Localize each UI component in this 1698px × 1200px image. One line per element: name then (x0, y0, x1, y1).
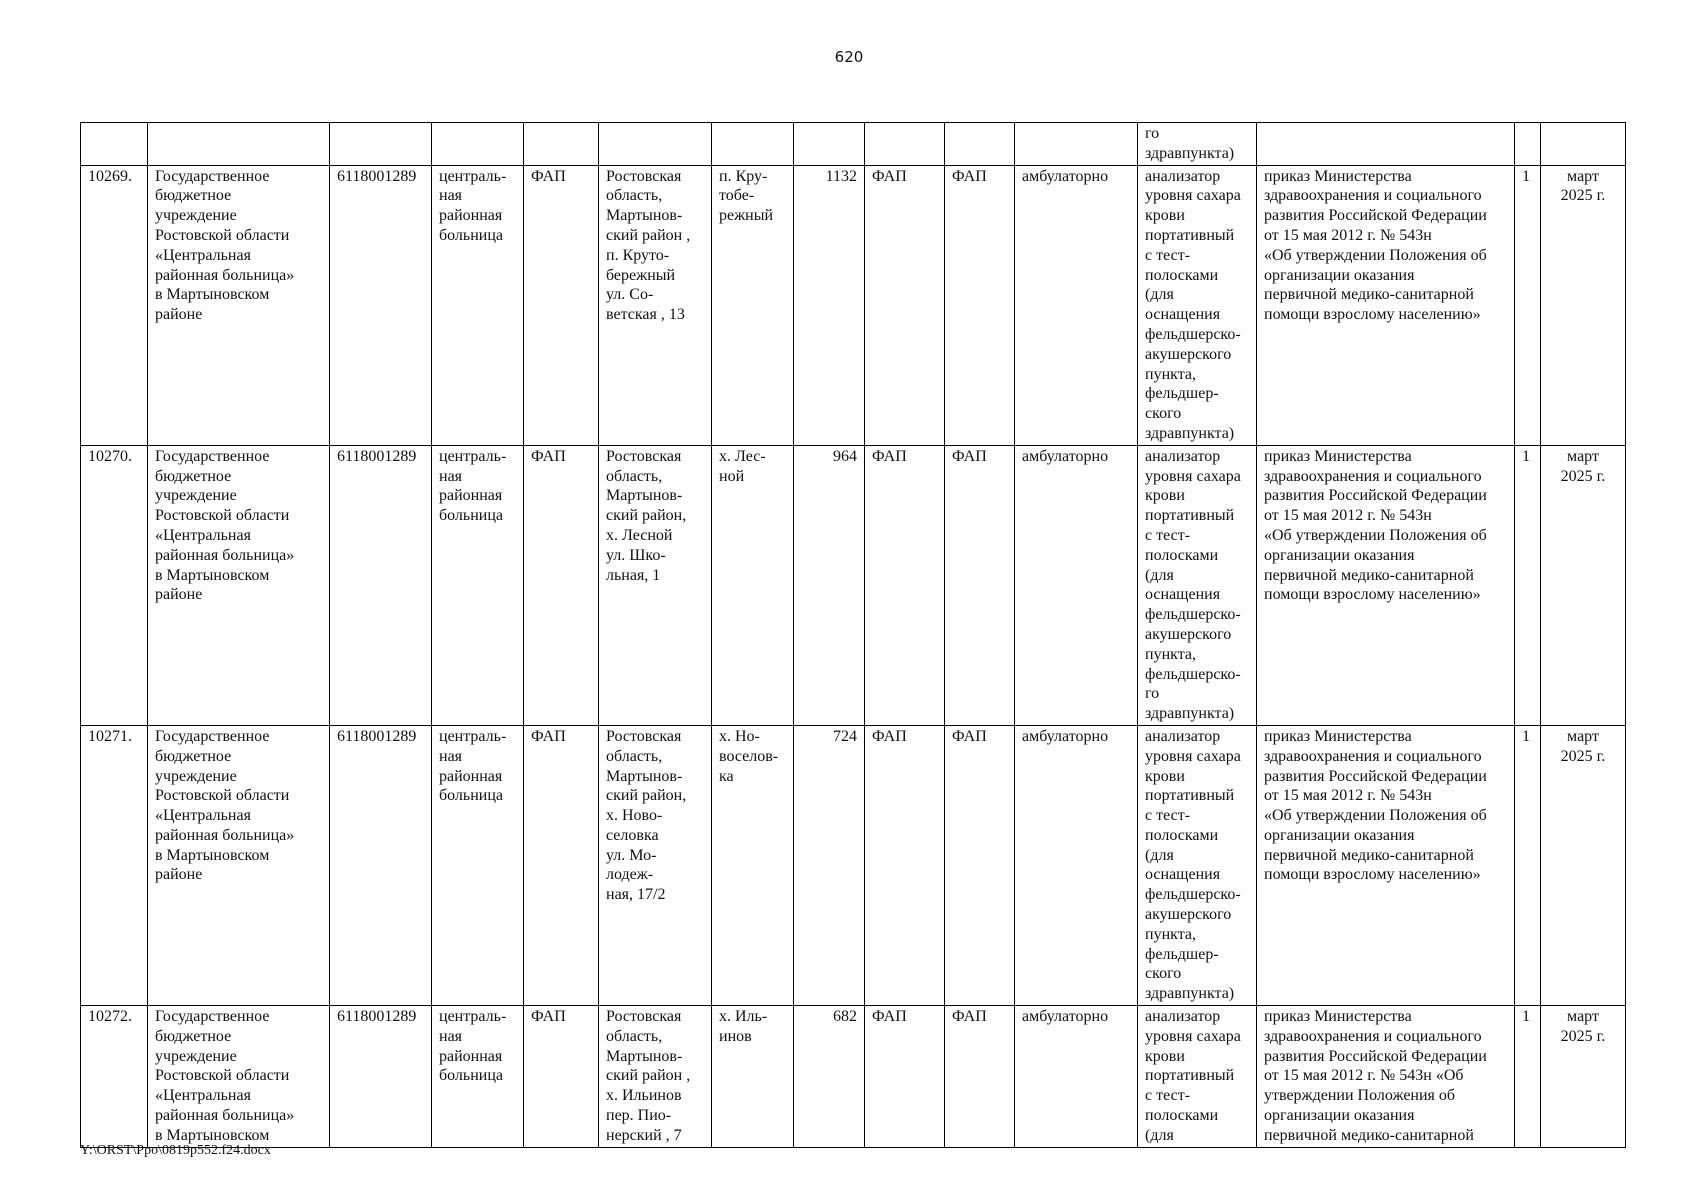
cell-inn: 6118001289 (330, 1006, 432, 1148)
cell-equipment (1138, 445, 1257, 725)
cell-population: 724 (794, 725, 865, 1005)
text-line: здравоохранения и социального (1264, 747, 1482, 765)
text-line: ветская , 13 (606, 306, 685, 324)
text-line: п. Кру- (719, 167, 768, 185)
cell-inn (330, 123, 432, 166)
text-line: пер. Пио- (606, 1107, 672, 1125)
cell-order (1257, 1006, 1515, 1148)
text-line: первичной медико-санитарной (1264, 846, 1474, 864)
text-line: полосками (1145, 546, 1219, 564)
text-line: организации оказания (1264, 546, 1415, 564)
text-line: организации оказания (1264, 1107, 1415, 1125)
text-line: больница (439, 1067, 503, 1085)
text-line: районная (439, 767, 503, 785)
text-line: районная больница» (155, 826, 295, 844)
text-line: Ростовская (606, 167, 682, 185)
text-line: районная больница» (155, 1107, 295, 1125)
text-line: акушерского (1145, 625, 1232, 643)
text-line: приказ Министерства (1264, 447, 1412, 465)
text-line: организации оказания (1264, 266, 1415, 284)
text-line: ский район, (606, 787, 687, 805)
cell-id: 10271. (81, 725, 148, 1005)
text-line: оснащения (1145, 306, 1221, 324)
text-line: Ростовской области (155, 787, 290, 805)
text-line: портативный (1145, 507, 1235, 525)
text-line: область, (606, 187, 663, 205)
text-line: 2025 г. (1560, 747, 1606, 765)
text-line: селовка (606, 826, 659, 844)
text-line: с тест- (1145, 1087, 1191, 1105)
text-line: фельдшерско- (1145, 665, 1241, 683)
text-line: х. Иль- (719, 1008, 768, 1026)
text-line: Государственное (155, 1008, 270, 1026)
cell-order (1257, 725, 1515, 1005)
text-line: централь- (439, 447, 507, 465)
cell-date (1541, 1006, 1626, 1148)
text-line: пункта, (1145, 925, 1196, 943)
text-line: ул. Мо- (606, 846, 657, 864)
text-line: х. Но- (719, 727, 760, 745)
cell-org (148, 1006, 330, 1148)
cell-equipment (1138, 725, 1257, 1005)
text-line: (для (1145, 846, 1174, 864)
text-line: от 15 мая 2012 г. № 543н (1264, 507, 1432, 525)
cell-id: 10272. (81, 1006, 148, 1148)
cell-care-form (1015, 123, 1138, 166)
text-line: фельдшер- (1145, 385, 1219, 403)
text-line: ная, 17/2 (606, 886, 666, 904)
table-row (81, 445, 1626, 725)
cell-col9: ФАП (945, 1006, 1015, 1148)
text-line: от 15 мая 2012 г. № 543н «Об (1264, 1067, 1464, 1085)
text-line: районная (439, 487, 503, 505)
cell-date (1541, 445, 1626, 725)
text-line: (для (1145, 566, 1174, 584)
text-line: «Об утверждении Положения об (1264, 807, 1487, 825)
text-line: здравоохранения и социального (1264, 1027, 1482, 1045)
cell-col9: ФАП (945, 445, 1015, 725)
text-line: ский район , (606, 226, 691, 244)
text-line: первичной медико-санитарной (1264, 286, 1474, 304)
cell-subdivision (524, 123, 599, 166)
text-line: от 15 мая 2012 г. № 543н (1264, 787, 1432, 805)
text-line: ский район, (606, 507, 687, 525)
text-line: бюджетное (155, 467, 232, 485)
table-row (81, 165, 1626, 445)
cell-address (599, 165, 712, 445)
text-line: Мартынов- (606, 1047, 683, 1065)
cell-inn: 6118001289 (330, 725, 432, 1005)
cell-type (432, 165, 524, 445)
cell-settlement (712, 123, 794, 166)
text-line: приказ Министерства (1264, 167, 1412, 185)
cell-subdivision: ФАП (524, 1006, 599, 1148)
text-line: Государственное (155, 447, 270, 465)
text-line: воселов- (719, 747, 779, 765)
cell-col9: ФАП (945, 165, 1015, 445)
text-line: здравпункта) (1145, 705, 1235, 723)
cell-subdivision: ФАП (524, 165, 599, 445)
text-line: х. Лес- (719, 447, 766, 465)
text-line: фельдшер- (1145, 945, 1219, 963)
cell-address (599, 445, 712, 725)
text-line: фельдшерско- (1145, 886, 1241, 904)
text-line: 2025 г. (1560, 467, 1606, 485)
text-line: Ростовской области (155, 1067, 290, 1085)
cell-type (432, 725, 524, 1005)
text-line: развития Российской Федерации (1264, 207, 1487, 225)
text-line: март (1567, 1008, 1599, 1026)
cell-type (432, 445, 524, 725)
cell-address (599, 123, 712, 166)
text-line: «Центральная (155, 246, 251, 264)
text-line: фельдшерско- (1145, 606, 1241, 624)
text-line: приказ Министерства (1264, 727, 1412, 745)
text-line: анализатор (1145, 727, 1221, 745)
text-line: с тест- (1145, 807, 1191, 825)
page-number: 620 (834, 48, 864, 66)
text-line: с тест- (1145, 526, 1191, 544)
text-line: режный (719, 207, 774, 225)
cell-equipment (1138, 1006, 1257, 1148)
cell-care-form: амбулаторно (1015, 445, 1138, 725)
text-line: районе (155, 866, 203, 884)
text-line: помощи взрослому населению» (1264, 586, 1481, 604)
cell-org (148, 725, 330, 1005)
text-line: первичной медико-санитарной (1264, 566, 1474, 584)
cell-col8: ФАП (865, 165, 945, 445)
cell-col8: ФАП (865, 725, 945, 1005)
text-line: ная (439, 187, 463, 205)
cell-org (148, 445, 330, 725)
cell-org (148, 165, 330, 445)
text-line: больница (439, 787, 503, 805)
text-line: районе (155, 306, 203, 324)
cell-population: 964 (794, 445, 865, 725)
text-line: утверждении Положения об (1264, 1087, 1456, 1105)
text-line: х. Ново- (606, 807, 663, 825)
cell-qty (1515, 123, 1541, 166)
text-line: «Центральная (155, 526, 251, 544)
text-line: 2025 г. (1560, 187, 1606, 205)
equipment-table (80, 122, 1626, 1148)
text-line: районная (439, 207, 503, 225)
text-line: здравпункта) (1145, 144, 1235, 162)
text-line: уровня сахара (1145, 187, 1241, 205)
table-row (81, 1006, 1626, 1148)
cell-col9 (945, 123, 1015, 166)
text-line: ского (1145, 965, 1182, 983)
text-line: от 15 мая 2012 г. № 543н (1264, 226, 1432, 244)
text-line: крови (1145, 767, 1185, 785)
text-line: районная (439, 1047, 503, 1065)
cell-address (599, 1006, 712, 1148)
text-line: пункта, (1145, 365, 1196, 383)
text-line: учреждение (155, 487, 237, 505)
text-line: полосками (1145, 266, 1219, 284)
text-line: акушерского (1145, 345, 1232, 363)
text-line: Мартынов- (606, 767, 683, 785)
text-line: п. Круто- (606, 246, 670, 264)
text-line: «Об утверждении Положения об (1264, 526, 1487, 544)
cell-qty: 1 (1515, 725, 1541, 1005)
cell-equipment (1138, 123, 1257, 166)
text-line: уровня сахара (1145, 1027, 1241, 1045)
cell-care-form: амбулаторно (1015, 165, 1138, 445)
text-line: х. Ильинов (606, 1087, 682, 1105)
cell-population: 682 (794, 1006, 865, 1148)
text-line: «Центральная (155, 1087, 251, 1105)
text-line: область, (606, 467, 663, 485)
text-line: го (1145, 685, 1160, 703)
text-line: Ростовской области (155, 507, 290, 525)
text-line: акушерского (1145, 906, 1232, 924)
text-line: помощи взрослому населению» (1264, 306, 1481, 324)
cell-order (1257, 445, 1515, 725)
cell-care-form: амбулаторно (1015, 1006, 1138, 1148)
text-line: фельдшерско- (1145, 325, 1241, 343)
cell-inn: 6118001289 (330, 165, 432, 445)
cell-date (1541, 123, 1626, 166)
text-line: (для (1145, 286, 1174, 304)
cell-settlement (712, 1006, 794, 1148)
text-line: ского (1145, 405, 1182, 423)
text-line: «Центральная (155, 807, 251, 825)
table-row-carryover (81, 123, 1626, 166)
text-line: в Мартыновском (155, 846, 270, 864)
text-line: развития Российской Федерации (1264, 1047, 1487, 1065)
text-line: Государственное (155, 167, 270, 185)
text-line: ский район , (606, 1067, 691, 1085)
text-line: ная (439, 467, 463, 485)
text-line: в Мартыновском (155, 1126, 270, 1144)
footer-file-path: Y:\ORST\Ppo\0819p552.f24.docx (80, 1143, 271, 1158)
text-line: область, (606, 1027, 663, 1045)
text-line: больница (439, 226, 503, 244)
cell-qty: 1 (1515, 445, 1541, 725)
cell-settlement (712, 445, 794, 725)
text-line: ная (439, 747, 463, 765)
text-line: март (1567, 447, 1599, 465)
text-line: март (1567, 167, 1599, 185)
text-line: здравпункта) (1145, 985, 1235, 1003)
cell-address (599, 725, 712, 1005)
text-line: уровня сахара (1145, 467, 1241, 485)
cell-id (81, 123, 148, 166)
cell-settlement (712, 725, 794, 1005)
text-line: Ростовская (606, 727, 682, 745)
text-line: учреждение (155, 207, 237, 225)
text-line: пункта, (1145, 645, 1196, 663)
text-line: анализатор (1145, 167, 1221, 185)
text-line: 2025 г. (1560, 1027, 1606, 1045)
cell-inn: 6118001289 (330, 445, 432, 725)
text-line: портативный (1145, 1067, 1235, 1085)
cell-subdivision: ФАП (524, 725, 599, 1005)
text-line: первичной медико-санитарной (1264, 1126, 1474, 1144)
text-line: портативный (1145, 226, 1235, 244)
text-line: март (1567, 727, 1599, 745)
cell-qty: 1 (1515, 1006, 1541, 1148)
text-line: больница (439, 507, 503, 525)
text-line: развития Российской Федерации (1264, 767, 1487, 785)
text-line: ул. Со- (606, 286, 654, 304)
text-line: оснащения (1145, 586, 1221, 604)
text-line: ул. Шко- (606, 546, 666, 564)
text-line: Ростовская (606, 1008, 682, 1026)
text-line: бюджетное (155, 1027, 232, 1045)
text-line: приказ Министерства (1264, 1008, 1412, 1026)
text-line: тобе- (719, 187, 755, 205)
text-line: крови (1145, 1047, 1185, 1065)
text-line: Государственное (155, 727, 270, 745)
cell-id: 10270. (81, 445, 148, 725)
text-line: бережный (606, 266, 676, 284)
cell-org (148, 123, 330, 166)
cell-order (1257, 123, 1515, 166)
text-line: х. Лесной (606, 526, 673, 544)
text-line: портативный (1145, 787, 1235, 805)
text-line: крови (1145, 487, 1185, 505)
text-line: с тест- (1145, 246, 1191, 264)
text-line: Мартынов- (606, 207, 683, 225)
text-line: здравпункта) (1145, 424, 1235, 442)
cell-settlement (712, 165, 794, 445)
text-line: Ростовской области (155, 226, 290, 244)
text-line: помощи взрослому населению» (1264, 866, 1481, 884)
text-line: го (1145, 125, 1160, 142)
text-line: «Об утверждении Положения об (1264, 246, 1487, 264)
text-line: здравоохранения и социального (1264, 467, 1482, 485)
text-line: централь- (439, 167, 507, 185)
text-line: область, (606, 747, 663, 765)
text-line: льная, 1 (606, 566, 661, 584)
text-line: организации оказания (1264, 826, 1415, 844)
text-line: нерский , 7 (606, 1126, 682, 1144)
text-line: учреждение (155, 767, 237, 785)
text-line: ная (439, 1027, 463, 1045)
cell-type (432, 1006, 524, 1148)
text-line: (для (1145, 1126, 1174, 1144)
text-line: лодеж- (606, 866, 654, 884)
text-line: крови (1145, 207, 1185, 225)
cell-date (1541, 725, 1626, 1005)
cell-population (794, 123, 865, 166)
text-line: бюджетное (155, 747, 232, 765)
cell-equipment (1138, 165, 1257, 445)
text-line: ка (719, 767, 734, 785)
cell-col9: ФАП (945, 725, 1015, 1005)
text-line: инов (719, 1027, 752, 1045)
text-line: централь- (439, 727, 507, 745)
text-line: в Мартыновском (155, 566, 270, 584)
text-line: районная больница» (155, 546, 295, 564)
cell-qty: 1 (1515, 165, 1541, 445)
cell-order (1257, 165, 1515, 445)
cell-subdivision: ФАП (524, 445, 599, 725)
cell-care-form: амбулаторно (1015, 725, 1138, 1005)
text-line: районе (155, 586, 203, 604)
text-line: анализатор (1145, 447, 1221, 465)
text-line: оснащения (1145, 866, 1221, 884)
text-line: полосками (1145, 826, 1219, 844)
text-line: здравоохранения и социального (1264, 187, 1482, 205)
text-line: ной (719, 467, 745, 485)
text-line: уровня сахара (1145, 747, 1241, 765)
text-line: развития Российской Федерации (1264, 487, 1487, 505)
cell-id: 10269. (81, 165, 148, 445)
text-line: Мартынов- (606, 487, 683, 505)
text-line: полосками (1145, 1107, 1219, 1125)
text-line: анализатор (1145, 1008, 1221, 1026)
text-line: районная больница» (155, 266, 295, 284)
cell-population: 1132 (794, 165, 865, 445)
text-line: бюджетное (155, 187, 232, 205)
cell-col8: ФАП (865, 1006, 945, 1148)
text-line: учреждение (155, 1047, 237, 1065)
text-line: централь- (439, 1008, 507, 1026)
text-line: Ростовская (606, 447, 682, 465)
cell-col8 (865, 123, 945, 166)
cell-type (432, 123, 524, 166)
cell-col8: ФАП (865, 445, 945, 725)
text-line: в Мартыновском (155, 286, 270, 304)
table-row (81, 725, 1626, 1005)
cell-date (1541, 165, 1626, 445)
